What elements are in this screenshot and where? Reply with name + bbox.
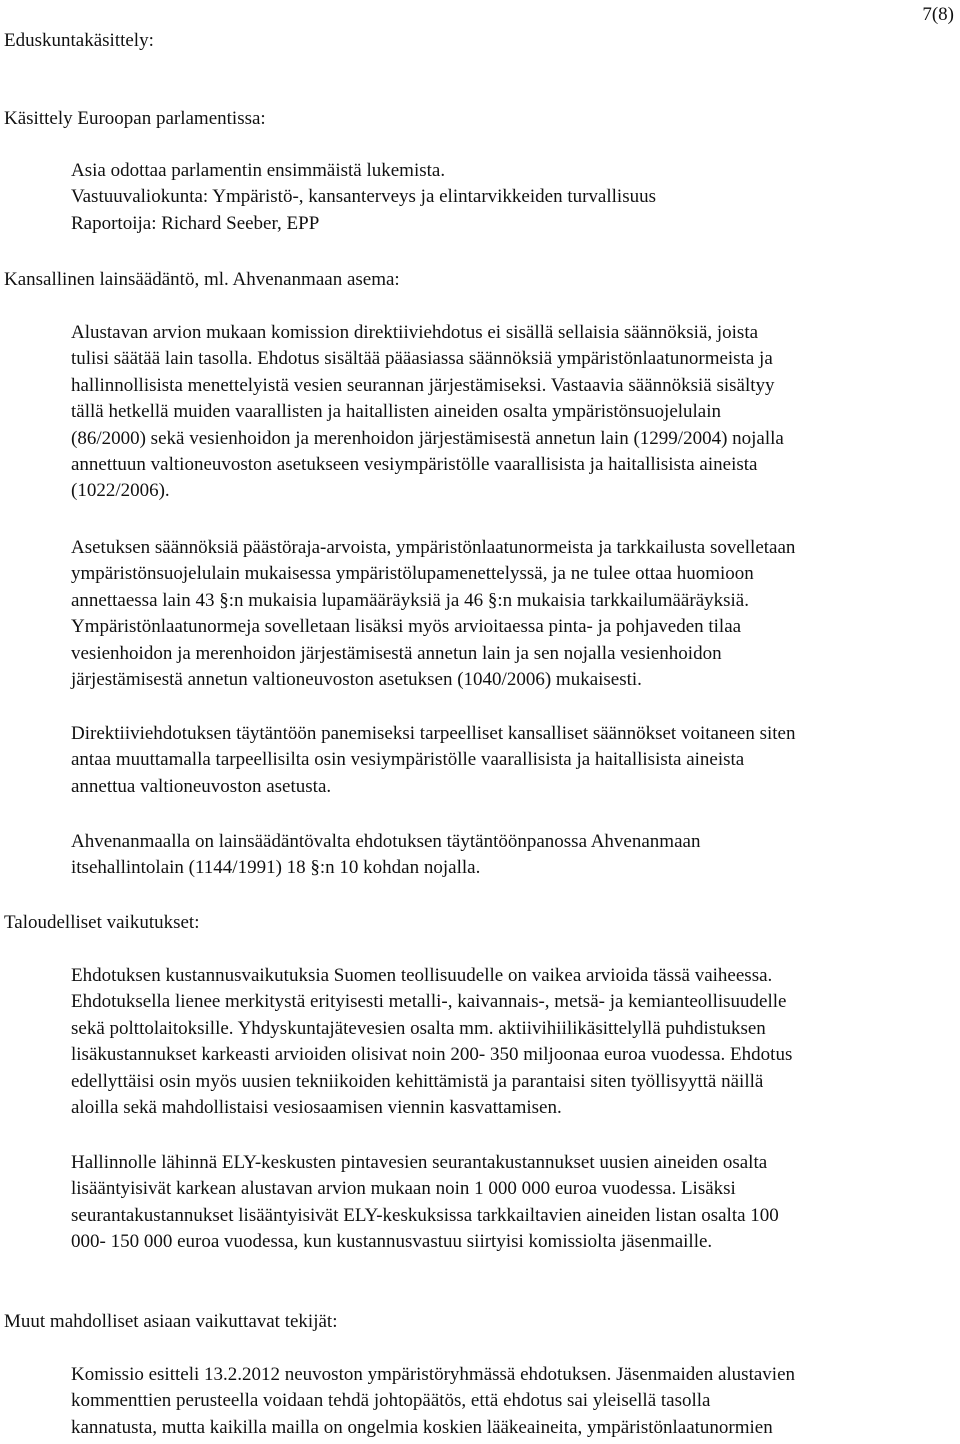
heading-ep-kasittely: Käsittely Euroopan parlamentissa: — [4, 108, 266, 129]
text-line: kannatusta, mutta kaikilla mailla on ongelmia koskien lääkeaineita, ympäristönlaatunormien — [71, 1416, 773, 1438]
text-line: edellyttäisi osin myös uusien tekniikoiden kehittämistä ja parantaisi siten työllisyyttä näillä — [71, 1070, 764, 1092]
ep-committee-line: Vastuuvaliokunta: Ympäristö-, kansanterveys ja elintarvikkeiden turvallisuus — [71, 186, 656, 208]
page-number: 7(8) — [922, 4, 954, 25]
heading-kansallinen-lainsaadanto: Kansallinen lainsäädäntö, ml. Ahvenanmaan asema: — [4, 269, 400, 290]
text-line: aloilla sekä mahdollistaisi vesiosaamisen viennin kasvattamisen. — [71, 1097, 562, 1119]
ep-status-block — [71, 158, 955, 237]
text-line: Ehdotuksella lienee merkitystä erityisesti metalli-, kaivannais-, metsä- ja kemianteollisuudelle — [71, 991, 787, 1013]
text-line: sekä polttolaitoksille. Yhdyskuntajätevesien osalta mm. aktiivihiilikäsittelyllä puhdistuksen — [71, 1017, 766, 1039]
text-line: tällä hetkellä muiden vaarallisten ja haitallisten aineiden osalta ympäristönsuojelulain — [71, 401, 722, 423]
ep-status-line: Asia odottaa parlamentin ensimmäistä lukemista. — [71, 160, 446, 181]
kansallinen-paragraph-4 — [71, 829, 955, 882]
text-line: hallinnollisista menettelyistä vesien seurannan järjestämiseksi. Vastaavia säännöksiä sisältyy — [71, 374, 775, 396]
heading-muut-tekijat: Muut mahdolliset asiaan vaikuttavat tekijät: — [4, 1311, 338, 1332]
text-line: vesienhoidon ja merenhoidon järjestämisestä annetun lain ja sen nojalla vesienhoidon — [71, 642, 722, 664]
text-line: seurantakustannukset lisääntyisivät ELY-keskuksissa tarkkailtavien aineiden listan osalta 100 — [71, 1204, 779, 1226]
text-line: ympäristönsuojelulain mukaisessa ympäristölupamenettelyssä, ja ne tulee ottaa huomioon — [71, 563, 754, 585]
text-line: Asetuksen säännöksiä päästöraja-arvoista, ympäristönlaatunormeista ja tarkkailusta sovelletaan — [71, 537, 796, 558]
text-line: järjestämisestä annetun valtioneuvoston asetuksen (1040/2006) mukaisesti. — [71, 669, 642, 691]
text-line: 000- 150 000 euroa vuodessa, kun kustannusvastuu siirtyisi komissiolta jäsenmaille. — [71, 1231, 713, 1253]
heading-taloudelliset-vaikutukset: Taloudelliset vaikutukset: — [4, 912, 200, 933]
heading-eduskuntakasittely: Eduskuntakäsittely: — [4, 30, 154, 51]
text-line: Ehdotuksen kustannusvaikutuksia Suomen teollisuudelle on vaikea arvioida tässä vaiheessa. — [71, 965, 773, 986]
kansallinen-paragraph-1 — [71, 320, 955, 505]
text-line: Ympäristönlaatunormeja sovelletaan lisäksi myös arvioitaessa pinta- ja pohjaveden tilaa — [71, 616, 742, 638]
text-line: tulisi säätää lain tasolla. Ehdotus sisältää pääasiassa säännöksiä ympäristönlaatunormeista ja — [71, 348, 773, 370]
text-line: Direktiiviehdotuksen täytäntöön panemiseksi tarpeelliset kansalliset säännökset voitaneen siten — [71, 723, 796, 744]
kansallinen-paragraph-2 — [71, 535, 955, 693]
text-line: antaa muuttamalla tarpeellisilta osin vesiympäristölle vaarallisista ja haitallisista aineista — [71, 749, 745, 771]
text-line: Alustavan arvion mukaan komission direktiiviehdotus ei sisällä sellaisia säännöksiä, joista — [71, 322, 759, 343]
text-line: annettua valtioneuvoston asetusta. — [71, 775, 332, 797]
taloudelliset-paragraph-1 — [71, 963, 955, 1121]
muut-paragraph — [71, 1362, 955, 1441]
taloudelliset-paragraph-2 — [71, 1150, 955, 1256]
kansallinen-paragraph-3 — [71, 721, 955, 800]
text-line: itsehallintolain (1144/1991) 18 §:n 10 kohdan nojalla. — [71, 857, 481, 879]
text-line: lisäkustannukset karkeasti arvioiden olisivat noin 200- 350 miljoonaa euroa vuodessa. Ehdotus — [71, 1044, 793, 1066]
text-line: Ahvenanmaalla on lainsäädäntövalta ehdotuksen täytäntöönpanossa Ahvenanmaan — [71, 831, 701, 852]
text-line: (86/2000) sekä vesienhoidon ja merenhoidon järjestämisestä annetun lain (1299/2004) nojalla — [71, 427, 784, 449]
text-line: Komissio esitteli 13.2.2012 neuvoston ympäristöryhmässä ehdotuksen. Jäsenmaiden alustavien — [71, 1364, 796, 1385]
text-line: Hallinnolle lähinnä ELY-keskusten pintavesien seurantakustannukset uusien aineiden osalta — [71, 1152, 768, 1173]
text-line: (1022/2006). — [71, 480, 170, 502]
text-line: lisääntyisivät karkean alustavan arvion mukaan noin 1 000 000 euroa vuodessa. Lisäksi — [71, 1178, 736, 1200]
text-line: annettaessa lain 43 §:n mukaisia lupamääräyksiä ja 46 §:n mukaisia tarkkailumääräyksiä. — [71, 589, 749, 611]
text-line: kommenttien perusteella voidaan tehdä johtopäätös, että ehdotus sai yleisellä tasolla — [71, 1390, 711, 1412]
ep-rapporteur-line: Raportoija: Richard Seeber, EPP — [71, 212, 320, 234]
text-line: annettuun valtioneuvoston asetukseen vesiympäristölle vaarallisista ja haitallisista aineista — [71, 454, 758, 476]
